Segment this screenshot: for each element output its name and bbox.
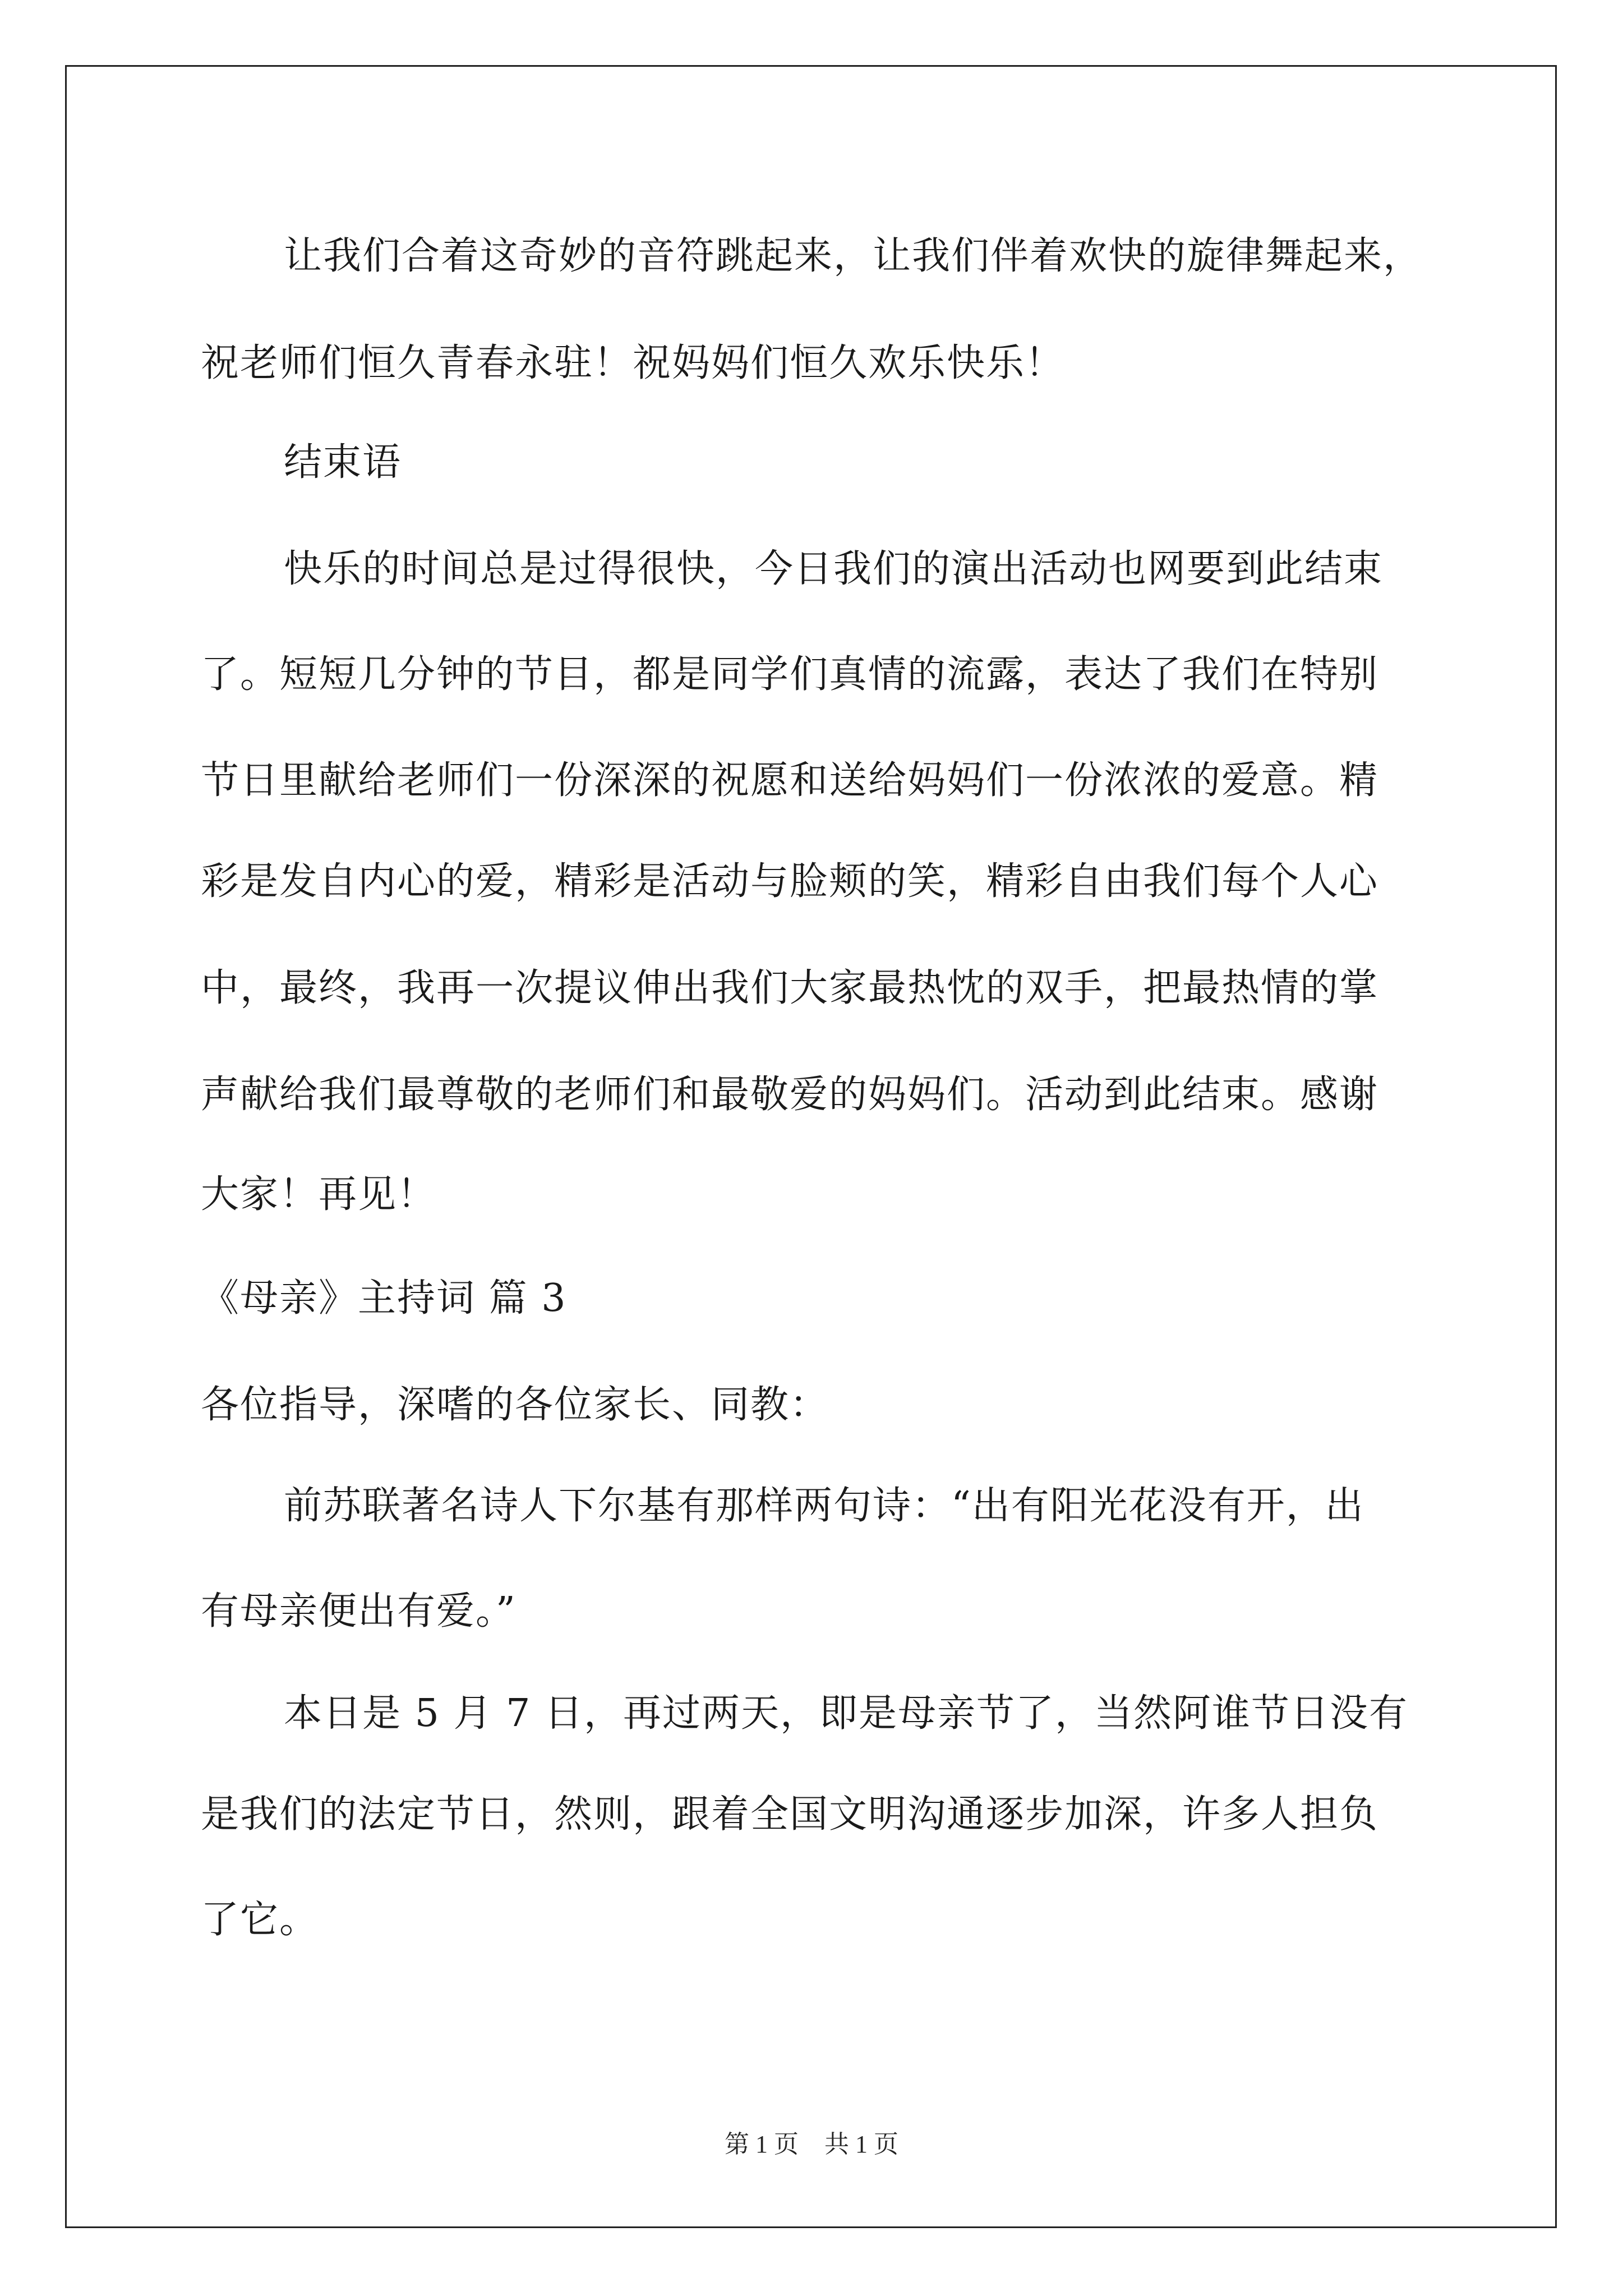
paragraph-line: 前苏联著名诗人下尔基有那样两句诗：“出有阳光花没有开，出 xyxy=(284,1484,1364,1528)
paragraph-line: 本日是 5 月 7 日，再过两天，即是母亲节了，当然阿谁节日没有 xyxy=(284,1691,1408,1736)
paragraph-line: 了它。 xyxy=(201,1898,319,1942)
paragraph-line: 彩是发自内心的爱，精彩是活动与脸颊的笑，精彩自由我们每个人心 xyxy=(201,859,1379,904)
paragraph-line: 节日里献给老师们一份深深的祝愿和送给妈妈们一份浓浓的爱意。精 xyxy=(201,758,1379,803)
paragraph-line: 大家！再见！ xyxy=(201,1172,437,1217)
paragraph-line: 了。短短几分钟的节目，都是同学们真情的流露，表达了我们在特别 xyxy=(201,652,1379,697)
paragraph-line: 有母亲便出有爱。” xyxy=(201,1589,517,1634)
page-number: 第 1 页 xyxy=(725,2131,799,2158)
paragraph-line: 中，最终，我再一次提议伸出我们大家最热忱的双手，把最热情的掌 xyxy=(201,966,1379,1010)
greeting-line: 各位指导，深嗜的各位家长、同教： xyxy=(201,1383,829,1427)
section-title: 《母亲》主持词 篇 3 xyxy=(201,1276,567,1320)
section-heading: 结束语 xyxy=(284,440,402,485)
page-footer xyxy=(0,2129,1623,2160)
page-total: 共 1 页 xyxy=(824,2131,898,2158)
paragraph-line: 声献给我们最尊敬的老师们和最敬爱的妈妈们。活动到此结束。感谢 xyxy=(201,1073,1379,1117)
paragraph-line: 祝老师们恒久青春永驻！祝妈妈们恒久欢乐快乐！ xyxy=(201,341,1065,385)
paragraph-line: 让我们合着这奇妙的音符跳起来，让我们伴着欢快的旋律舞起来， xyxy=(284,234,1423,278)
paragraph-line: 快乐的时间总是过得很快，今日我们的演出活动也网要到此结束 xyxy=(284,547,1384,591)
paragraph-line: 是我们的法定节日，然则，跟着全国文明沟通逐步加深，许多人担负 xyxy=(201,1792,1379,1837)
